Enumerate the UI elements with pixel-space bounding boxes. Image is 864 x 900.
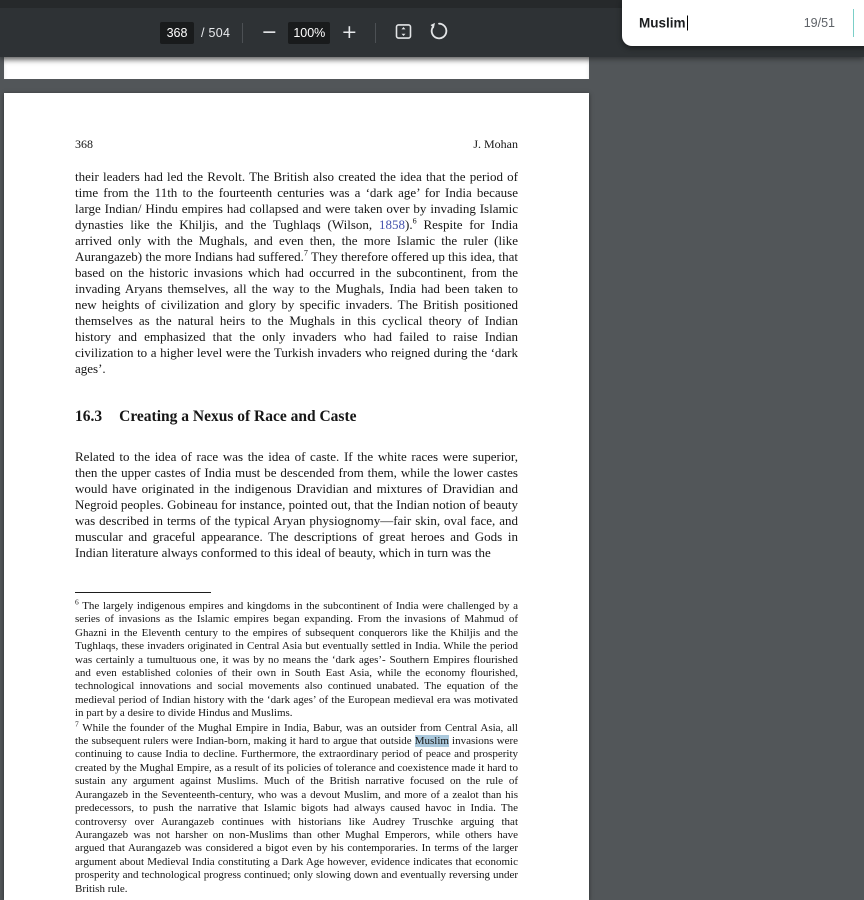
paragraph-text: ).	[405, 217, 413, 232]
paragraph-text: their leaders had led the Revolt. The British also created the idea that the period of time from the 11th to the fourteenth centuries was a ‘dark age’ for India because large Indian/ Hindu empires had collapsed and were taken over by invading Islamic dynasties like the Khiljis, and the Tughlaqs (Wilson,	[75, 169, 518, 232]
page-number-input[interactable]: 368	[160, 22, 194, 44]
find-bar-divider	[853, 9, 855, 37]
footnote-7	[75, 719, 518, 896]
find-match-count: 19/51	[803, 16, 835, 30]
toolbar-separator	[375, 23, 376, 43]
previous-page-edge	[4, 57, 589, 79]
section-number: 16.3	[75, 408, 103, 425]
zoom-in-button[interactable]	[335, 19, 363, 47]
footnote-ref-7[interactable]: 7	[303, 248, 308, 258]
pdf-page	[4, 93, 589, 900]
body-paragraph-2: Related to the idea of race was the idea of caste. If the white races were superior, then the upper castes of India must be descended from them, while the lower castes would have originated in the indigenous Dravidian and mixtures of Dravidian and Negroid peoples. Gobineau for instance, pointed out, that the Indian notion of beauty was described in terms of the typical Aryan physiognomy—fair skin, oval face, and muscular and graceful appearance. The descriptions of great heroes and Gods in Indian literature always conformed to this ideal of beauty, which in turn was the	[75, 449, 518, 560]
footnote-ref-6[interactable]: 6	[412, 216, 417, 226]
find-input[interactable]	[639, 16, 688, 31]
footnote-7-marker: 7	[75, 719, 79, 728]
find-query-text: Muslim	[639, 15, 686, 31]
paragraph-text: They therefore offered up this idea, that based on the historic invasions which had occurred in the subcontinent, from the invading Aryans themselves, all the way to the Mughals, India had been taken to new heights of civilization and glory by specific invaders. The British positioned themselves as the natural heirs to the Mughals in this cyclical theory of Indian history and emphasized that the only invaders who had failed to raise Indian civilization to a higher level were the Turkish invaders who reigned during the ‘dark ages’.	[75, 249, 518, 376]
search-highlight: Muslim	[414, 735, 449, 748]
paragraph-text: Respite for India arrived only with the Mughals, and even then, the more Islamic the ruler (like Aurangazeb) the more Indians had suffered.	[75, 217, 518, 264]
toolbar-controls	[160, 8, 454, 57]
fit-to-page-button[interactable]	[388, 18, 418, 48]
footnote-text: The largely indigenous empires and kingdoms in the subcontinent of India were challenged by a series of invasions as the Islamic empires began expanding. From the invasions of Mahmud of Ghazni in the Eleventh century to the empires of subsequent conquerors like the Khiljis and the Tughlaqs, these invaders originated in Central Asia but eventually settled in India. While the period was certainly a tumultuous one, it was by no means the ‘dark ages’- Southern Empires flourished and even established colonies of their own in South East Asia, while the economy flourished, technological innovations and social movements also continued unabated. The equation of the medieval period of Indian history with the ‘dark ages’ of the European medieval era was motivated in part by a desire to divide Hindus and Muslims.	[75, 600, 518, 720]
footnote-text: While the founder of the Mughal Empire in India, Babur, was an outsider from Central Asia, all the subsequent rulers were Indian-born, making it hard to argue that outside	[75, 721, 518, 748]
zoom-level: 100%	[288, 22, 330, 44]
footnote-6-marker: 6	[75, 597, 79, 607]
zoom-out-button[interactable]	[255, 19, 283, 47]
minus-icon: −	[261, 21, 278, 43]
footnote-separator	[75, 592, 211, 593]
find-bar	[622, 0, 864, 46]
running-page-number: 368	[75, 137, 93, 151]
rotate-button[interactable]	[424, 18, 454, 48]
plus-icon: +	[341, 21, 358, 43]
section-title: Creating a Nexus of Race and Caste	[119, 408, 357, 425]
citation-year-link[interactable]: 1858	[379, 217, 406, 232]
section-heading	[75, 408, 518, 426]
footnote-6	[75, 597, 518, 721]
rotate-counterclockwise-icon	[428, 20, 450, 45]
page-content	[4, 93, 589, 896]
footnote-text: invasions were continuing to cause India to decline. Furthermore, the extraordinary period of peace and prosperity created by the Mughal Empire, as a result of its policies of tolerance and coexistence made it hard to sustain any argument against Muslims. Much of the British narrative focused on the rule of Aurangazeb in the Seventeenth-century, who was a devout Muslim, and more of a zealot than his predecessors, to push the narrative that Islamic bigots had always caused havoc in India. The controversy over Aurangazeb continues with historians like Audrey Truschke arguing that Aurangazeb was not harsher on non-Muslims than other Mughal Emperors, while others have argued that Aurangazeb was considered a bigot even by his contemporaries. In terms of the larger argument about Medieval India constituting a Dark Age however, evidence indicates that economic prosperity and technological progress continued; only slowing down and eventually reversing under British rule.	[75, 735, 518, 895]
fit-to-page-icon	[393, 21, 414, 45]
toolbar-separator	[242, 23, 243, 43]
running-author: J. Mohan	[473, 137, 518, 151]
text-caret	[687, 16, 688, 31]
page-header	[75, 137, 518, 152]
page-count-label: / 504	[201, 25, 231, 40]
body-paragraph-1	[75, 169, 518, 377]
